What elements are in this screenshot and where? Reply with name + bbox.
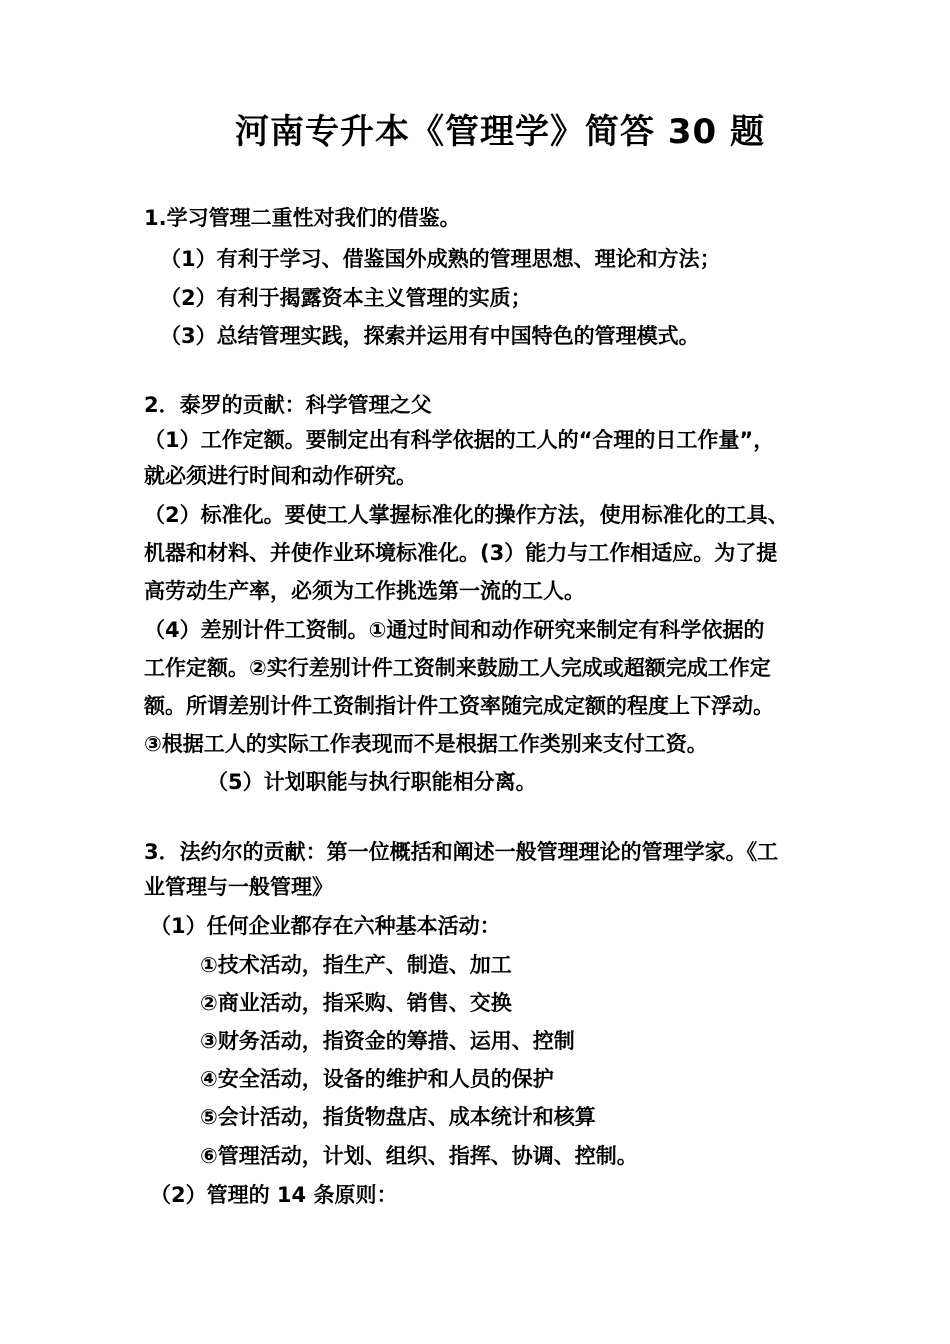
- activity-item: ④安全活动，设备的维护和人员的保护: [200, 1067, 554, 1091]
- activity-item: ②商业活动，指采购、销售、交换: [200, 991, 512, 1015]
- question-1-point-1: （1）有利于学习、借鉴国外成熟的管理思想、理论和方法；: [160, 247, 721, 271]
- question-2-paragraph-line: 额。所谓差别计件工资制指计件工资率随完成定额的程度上下浮动。: [144, 694, 774, 718]
- activity-item: ⑥管理活动，计划、组织、指挥、协调、控制。: [200, 1144, 638, 1168]
- question-2-heading: 2．泰罗的贡献：科学管理之父: [144, 393, 432, 417]
- activity-item: ③财务活动，指资金的筹措、运用、控制: [200, 1029, 575, 1053]
- question-2-paragraph-line: （2）标准化。要使工人掌握标准化的操作方法，使用标准化的工具、: [144, 503, 789, 527]
- question-1-heading: 1.学习管理二重性对我们的借鉴。: [144, 206, 461, 230]
- question-3-heading-continued: 业管理与一般管理》: [144, 875, 333, 899]
- question-2-paragraph-line: 就必须进行时间和动作研究。: [144, 464, 417, 488]
- document-title: 河南专升本《管理学》简答 30 题: [235, 112, 765, 152]
- question-2-paragraph-line: 工作定额。②实行差别计件工资制来鼓励工人完成或超额完成工作定: [144, 656, 771, 680]
- question-3-point-2: （2）管理的 14 条原则：: [150, 1183, 398, 1207]
- question-2-paragraph-line: 机器和材料、并使作业环境标准化。(3）能力与工作相适应。为了提: [144, 541, 778, 565]
- activity-item: ①技术活动，指生产、制造、加工: [200, 953, 512, 977]
- question-1-point-2: （2）有利于揭露资本主义管理的实质；: [160, 286, 532, 310]
- question-2-paragraph-line: （1）工作定额。要制定出有科学依据的工人的“合理的日工作量”，: [144, 428, 775, 452]
- activity-item: ⑤会计活动，指货物盘店、成本统计和核算: [200, 1105, 596, 1129]
- question-2-point-5: （5）计划职能与执行职能相分离。: [207, 770, 537, 794]
- question-1-point-3: （3）总结管理实践，探索并运用有中国特色的管理模式。: [160, 324, 700, 348]
- question-2-paragraph-line: （4）差别计件工资制。①通过时间和动作研究来制定有科学依据的: [144, 618, 765, 642]
- question-2-paragraph-line: ③根据工人的实际工作表现而不是根据工作类别来支付工资。: [144, 732, 708, 756]
- question-2-paragraph-line: 高劳动生产率，必须为工作挑选第一流的工人。: [144, 579, 585, 603]
- question-3-heading: 3．法约尔的贡献：第一位概括和阐述一般管理理论的管理学家。《工: [144, 840, 779, 864]
- question-3-point-1: （1）任何企业都存在六种基本活动：: [150, 914, 501, 938]
